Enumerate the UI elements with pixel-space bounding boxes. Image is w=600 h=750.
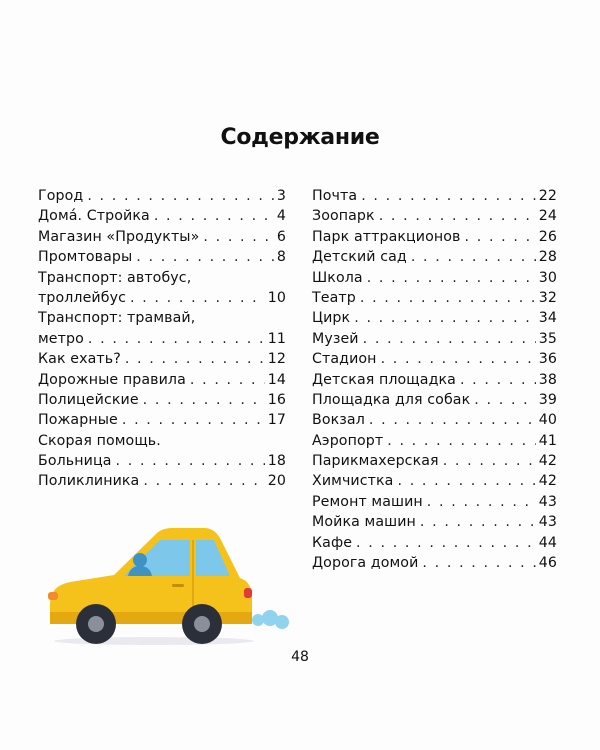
toc-left-column (38, 186, 286, 492)
toc-entry (38, 247, 286, 267)
toc-entry-title: Скорая помощь. (38, 432, 161, 449)
toc-entry (38, 471, 286, 491)
dot-leader (154, 206, 274, 226)
toc-entry-page: 43 (538, 514, 557, 531)
dot-leader (122, 410, 265, 430)
dot-leader (203, 227, 273, 247)
toc-entry-page: 34 (538, 310, 557, 327)
toc-entry-page: 4 (276, 208, 286, 225)
toc-entry (38, 206, 286, 226)
toc-entry (312, 492, 557, 512)
dot-leader (88, 329, 265, 349)
dot-leader (422, 553, 535, 573)
page-number: 48 (291, 649, 309, 665)
dot-leader (190, 370, 265, 390)
toc-entry-page: 12 (267, 351, 286, 368)
toc-entry-page: 3 (276, 188, 286, 204)
toc-entry-title: Кафе (312, 534, 353, 551)
toc-entry-title: Город (38, 188, 84, 204)
dot-leader (443, 451, 536, 471)
toc-entry-title: Театр (312, 289, 356, 306)
page-title: Содержание (220, 125, 380, 150)
dot-leader (460, 370, 536, 390)
toc-entry (38, 186, 286, 206)
dot-leader (379, 206, 536, 226)
toc-entry (312, 471, 557, 491)
toc-entry (312, 186, 557, 206)
toc-entry (312, 512, 557, 532)
toc-entry-title: Транспорт: трамвай, (38, 310, 196, 327)
toc-entry-title: Магазин «Продукты» (38, 228, 200, 245)
dot-leader (465, 227, 536, 247)
toc-entry (38, 410, 286, 430)
toc-entry (312, 410, 557, 430)
dot-leader (369, 410, 536, 430)
dot-leader (360, 288, 536, 308)
dot-leader (387, 431, 536, 451)
toc-entry (38, 227, 286, 247)
toc-entry-page: 32 (538, 289, 557, 306)
toc-entry-title: Пожарные (38, 412, 118, 429)
dot-leader (143, 390, 265, 410)
toc-entry-title: Стадион (312, 351, 377, 368)
toc-entry-page: 35 (538, 330, 557, 347)
toc-entry-title: Парк аттракционов (312, 228, 461, 245)
toc-entry-title: Транспорт: автобус, (38, 269, 192, 286)
toc-entry-title: Как ехать? (38, 351, 121, 368)
toc-entry (38, 349, 286, 369)
toc-entry-title: Цирк (312, 310, 351, 327)
toc-entry-page: 42 (538, 453, 557, 470)
toc-entry (312, 288, 557, 308)
toc-entry-title: Аэропорт (312, 432, 384, 449)
toc-entry (312, 227, 557, 247)
toc-entry-page: 46 (538, 555, 557, 572)
dot-leader (427, 492, 536, 512)
toc-entry-title: Химчистка (312, 473, 394, 490)
dot-leader (367, 268, 536, 288)
toc-entry-title: Больница (38, 453, 112, 470)
dot-leader (356, 533, 536, 553)
toc-entry (38, 329, 286, 349)
toc-entry-title: Дорога домой (312, 555, 419, 572)
toc-right-column (312, 186, 557, 573)
toc-entry-title: Домá. Стройка (38, 208, 150, 225)
toc-entry-page: 8 (276, 249, 286, 266)
toc-entry-title: Промтовары (38, 249, 133, 266)
dot-leader (363, 329, 536, 349)
toc-entry-title: Площадка для собак (312, 391, 471, 408)
dot-leader (397, 471, 535, 491)
toc-entry-page: 36 (538, 351, 557, 368)
toc-entry (312, 268, 557, 288)
toc-entry-page: 17 (267, 412, 286, 429)
toc-entry-title: Поликлиника (38, 473, 140, 490)
toc-entry-page: 28 (538, 249, 557, 266)
toc-entry-title: Музей (312, 330, 359, 347)
toc-entry (38, 370, 286, 390)
toc-entry (312, 553, 557, 573)
toc-entry-title: метро (38, 330, 84, 347)
toc-entry (38, 288, 286, 308)
toc-entry (312, 349, 557, 369)
dot-leader (474, 390, 535, 410)
toc-entry (38, 268, 286, 288)
toc-entry (312, 370, 557, 390)
dot-leader (411, 247, 536, 267)
toc-entry-page: 40 (538, 412, 557, 429)
toc-entry (312, 206, 557, 226)
toc-entry-page: 18 (267, 453, 286, 470)
toc-entry (312, 308, 557, 328)
dot-leader (130, 288, 265, 308)
toc-entry (312, 533, 557, 553)
toc-entry-title: Ремонт машин (312, 493, 423, 510)
toc-entry-page: 11 (267, 330, 286, 347)
toc-entry-page: 22 (538, 188, 557, 204)
toc-entry-page: 14 (267, 371, 286, 388)
dot-leader (125, 349, 265, 369)
toc-entry-page: 26 (538, 228, 557, 245)
toc-entry (312, 390, 557, 410)
dot-leader (87, 186, 274, 206)
dot-leader (136, 247, 274, 267)
toc-entry-page: 30 (538, 269, 557, 286)
toc-entry-title: Вокзал (312, 412, 365, 429)
toc-entry-page: 38 (538, 371, 557, 388)
toc-entry-page: 16 (267, 391, 286, 408)
toc-entry (38, 308, 286, 328)
toc-entry-title: Дорожные правила (38, 371, 186, 388)
toc-entry (312, 329, 557, 349)
toc-entry (312, 247, 557, 267)
dot-leader (420, 512, 536, 532)
toc-entry-title: Мойка машин (312, 514, 416, 531)
dot-leader (143, 471, 264, 491)
toc-entry-page: 44 (538, 534, 557, 551)
toc-entry-title: Детская площадка (312, 371, 456, 388)
toc-entry-title: Детский сад (312, 249, 407, 266)
toc-entry-title: Школа (312, 269, 363, 286)
dot-leader (381, 349, 536, 369)
toc-entry-title: Полицейские (38, 391, 139, 408)
dot-leader (354, 308, 536, 328)
yellow-car-icon (44, 520, 294, 648)
toc-entry (312, 431, 557, 451)
toc-entry (38, 451, 286, 471)
toc-entry-title: Почта (312, 188, 358, 204)
toc-entry (312, 451, 557, 471)
toc-entry-page: 39 (538, 391, 557, 408)
toc-entry-title: Зоопарк (312, 208, 375, 225)
toc-entry-page: 20 (267, 473, 286, 490)
toc-entry-page: 24 (538, 208, 557, 225)
toc-entry-page: 10 (267, 289, 286, 306)
toc-entry-page: 41 (538, 432, 557, 449)
toc-entry-title: троллейбус (38, 289, 126, 306)
toc-entry-page: 43 (538, 493, 557, 510)
toc-entry-title: Парикмахерская (312, 453, 439, 470)
toc-entry (38, 390, 286, 410)
dot-leader (361, 186, 536, 206)
toc-entry-page: 42 (538, 473, 557, 490)
toc-entry-page: 6 (276, 228, 286, 245)
toc-entry (38, 431, 286, 451)
dot-leader (116, 451, 265, 471)
